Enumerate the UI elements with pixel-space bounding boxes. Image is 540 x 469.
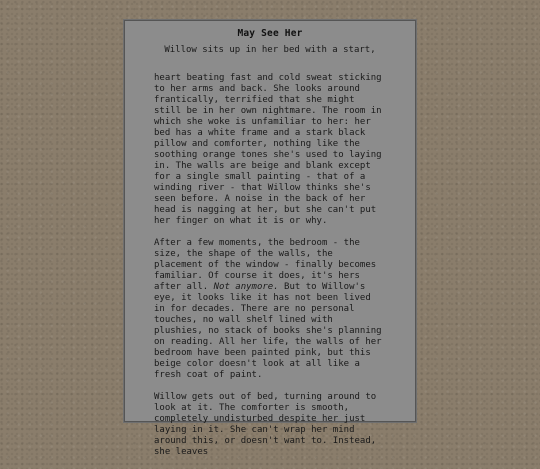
- story-paragraph-3: Willow gets out of bed, turning around to look at it. The comforter is smooth, completely undisturbed despite her just laying in it. She can't wrap her mind around this, or doesn't want to. Instead, she leaves: [154, 392, 377, 457]
- story-paragraph-2-end: But to Willow's eye, it looks like it has not been lived in for decades. There are no personal touches, no wall shelf lined with plushies, no stack of books she's planning on reading. All her life, the walls of her bedroom have been painted pink, but this beige color doesn't look at all like a fresh coat of paint.: [154, 282, 382, 380]
- story-paragraph-2-start: After a few moments, the bedroom - the size, the shape of the walls, the placement of the window - finally becomes familiar. Of course it does, it's hers after all.: [154, 238, 377, 292]
- story-paragraph-1: heart beating fast and cold sweat sticking to her arms and back. She looks around frantically, terrified that she might still be in her own nightmare. The room in which she woke is unfamiliar to her: her bed has a white frame and a stark black pillow and comforter, nothing like the soothing orange tones she's used to laying in. The walls are beige and blank except for a single small painting - that of a winding river - that Willow thinks she's seen before. A noise in the back of her head is nagging at her, but she can't put her finger on what it is or why.: [154, 73, 382, 226]
- story-title: May See Her: [237, 28, 303, 39]
- story-paragraph-2-emphasis: Not anymore.: [213, 282, 279, 292]
- story-paragraph-2: [154, 238, 386, 381]
- story-panel: [124, 20, 416, 457]
- story-body: [154, 73, 386, 469]
- story-opening-line: Willow sits up in her bed with a start,: [164, 45, 376, 55]
